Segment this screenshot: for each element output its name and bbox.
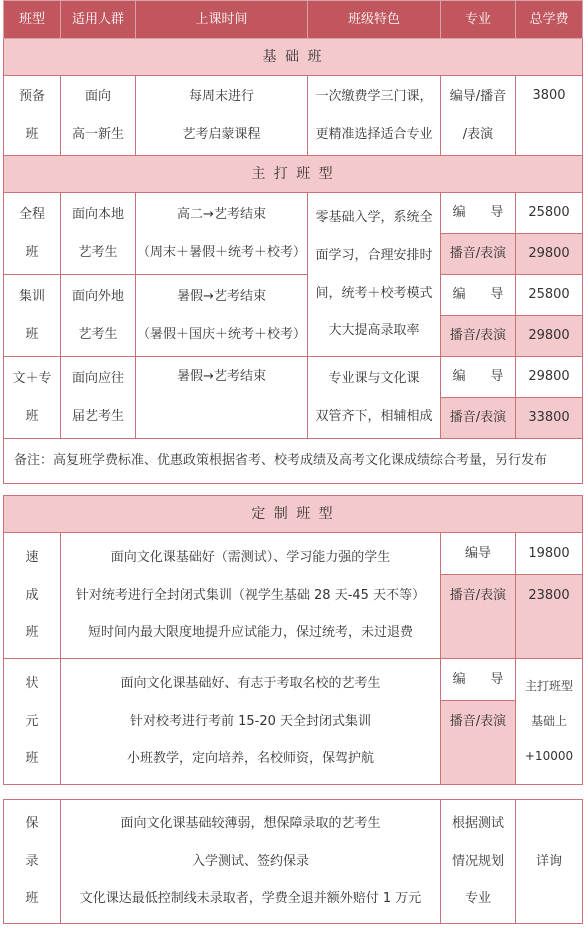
speed-major-1: 编导	[441, 533, 516, 575]
main-1-major-1: 编 导	[441, 275, 516, 316]
speed-class-c2: 成	[25, 587, 39, 603]
fee-table	[3, 0, 583, 924]
speed-class-c3: 班	[25, 625, 39, 641]
main-1-people	[61, 275, 136, 357]
basic-people	[61, 76, 136, 156]
main-2-class-l1: 文＋专	[12, 370, 52, 386]
main-2-fee-2: 33800	[516, 398, 583, 439]
section-basic-title: 基 础 班	[4, 39, 583, 76]
basic-fee: 3800	[516, 76, 583, 156]
header-fee: 总学费	[516, 1, 583, 39]
main-feature-a-l4: 大大提高录取率	[328, 323, 420, 339]
guarantee-class-c3: 班	[25, 891, 39, 907]
top-fee-l3: +10000	[524, 748, 574, 763]
main-1-people-l2: 艺考生	[78, 326, 118, 342]
header-time: 上课时间	[136, 1, 308, 39]
main-row-1-a	[4, 275, 583, 316]
main-1-class	[4, 275, 61, 357]
basic-major	[441, 76, 516, 156]
top-class-c3: 班	[25, 751, 39, 767]
guarantee-row	[4, 800, 583, 924]
main-2-people	[61, 357, 136, 439]
top-line-1: 面向文化课基础好、有志于考取名校的艺考生	[120, 675, 381, 691]
main-1-time-l2: （暑假＋国庆＋统考＋校考）	[136, 326, 306, 342]
main-0-class	[4, 193, 61, 275]
section-custom-row	[4, 496, 583, 533]
main-2-class-l2: 班	[25, 408, 39, 424]
section-main-title: 主 打 班 型	[4, 156, 583, 193]
top-fee-l2: 基础上	[530, 714, 567, 729]
main-0-fee-1: 25800	[516, 193, 583, 234]
top-major-2: 播音/表演	[441, 701, 516, 785]
speed-class-c1: 速	[25, 549, 39, 565]
section-custom-title: 定 制 班 型	[4, 496, 583, 533]
note-row	[4, 439, 583, 484]
main-2-people-l2: 届艺考生	[71, 408, 124, 424]
guarantee-class	[4, 800, 61, 924]
guarantee-major-l1: 根据测试	[451, 815, 504, 831]
main-feature-a-l3: 间，统考＋校考模式	[315, 285, 433, 301]
speed-line-1: 面向文化课基础好（需测试）、学习能力强的学生	[110, 549, 391, 565]
basic-people-l2: 高一新生	[71, 126, 124, 142]
main-feature-b-l2: 双管齐下，相辅相成	[315, 408, 433, 424]
header-people: 适用人群	[61, 1, 136, 39]
main-0-people	[61, 193, 136, 275]
gap-row-1	[4, 484, 583, 496]
basic-major-l2: /表演	[462, 126, 494, 142]
gap-row-2	[4, 785, 583, 800]
main-0-class-l1: 全程	[18, 206, 45, 222]
header-major: 专业	[441, 1, 516, 39]
main-0-fee-2: 29800	[516, 234, 583, 275]
speed-fee-1: 19800	[516, 533, 583, 575]
top-fee-l1: 主打班型	[524, 679, 573, 694]
basic-major-l1: 编导/播音	[449, 88, 507, 104]
top-major-1: 编 导	[441, 659, 516, 701]
speed-line-3: 短时间内最大限度地提升应试能力，保过统考，未过退费	[87, 625, 413, 641]
basic-row	[4, 76, 583, 156]
top-fee	[516, 659, 583, 785]
main-2-major-1: 编 导	[441, 357, 516, 398]
main-feature-a-l2: 面学习，合理安排时	[315, 247, 433, 263]
top-row-a	[4, 659, 583, 701]
header-feature: 班级特色	[308, 1, 441, 39]
speed-line-2: 针对统考进行全封闭式集训（视学生基础 28 天-45 天不等）	[75, 587, 426, 603]
main-1-class-l1: 集训	[18, 288, 45, 304]
main-0-major-2: 播音/表演	[441, 234, 516, 275]
speed-major-2: 播音/表演	[441, 575, 516, 659]
basic-class-l1: 预备	[18, 88, 45, 104]
gap-cell-1	[4, 484, 583, 496]
top-class-c2: 元	[25, 713, 39, 729]
guarantee-desc	[61, 800, 441, 924]
main-2-fee-1: 29800	[516, 357, 583, 398]
basic-class-l2: 班	[25, 126, 39, 142]
section-basic-row	[4, 39, 583, 76]
main-1-fee-2: 29800	[516, 316, 583, 357]
guarantee-major-l2: 情况规划	[451, 853, 504, 869]
main-0-time-l1: 高二→艺考结束	[177, 206, 266, 222]
main-0-major-1: 编 导	[441, 193, 516, 234]
top-line-3: 小班教学，定向培养，名校师资，保驾护航	[126, 751, 374, 767]
basic-feature-l1: 一次缴费学三门课，	[315, 88, 433, 104]
guarantee-major-l3: 专业	[464, 891, 491, 907]
main-row-2-a	[4, 357, 583, 398]
basic-time-l1: 每周末进行	[188, 88, 254, 104]
main-0-people-l1: 面向本地	[71, 206, 124, 222]
top-class	[4, 659, 61, 785]
basic-class	[4, 76, 61, 156]
main-1-class-l2: 班	[25, 326, 39, 342]
speed-row-a	[4, 533, 583, 575]
speed-class	[4, 533, 61, 659]
note-text: 备注：高复班学费标准、优惠政策根据省考、校考成绩及高考文化课成绩综合考量，另行发布	[4, 439, 583, 484]
basic-feature	[308, 76, 441, 156]
main-0-people-l2: 艺考生	[78, 244, 118, 260]
speed-fee-2: 23800	[516, 575, 583, 659]
top-line-2: 针对校考进行考前 15-20 天全封闭式集训	[129, 713, 372, 729]
basic-feature-l2: 更精准选择适合专业	[315, 126, 433, 142]
gap-cell-2	[4, 785, 583, 800]
main-2-people-l1: 面向应往	[71, 370, 124, 386]
guarantee-line-1: 面向文化课基础较薄弱，想保障录取的艺考生	[120, 815, 381, 831]
main-1-fee-1: 25800	[516, 275, 583, 316]
main-1-people-l1: 面向外地	[71, 288, 124, 304]
basic-time-l2: 艺考启蒙课程	[182, 126, 261, 142]
main-2-time: 暑假→艺考结束	[136, 357, 308, 439]
main-1-time-l1: 暑假→艺考结束	[177, 288, 266, 304]
section-main-row	[4, 156, 583, 193]
guarantee-class-c2: 录	[25, 853, 39, 869]
header-class: 班型	[4, 1, 61, 39]
main-feature-a-l1: 零基础入学，系统全	[315, 210, 433, 226]
speed-desc	[61, 533, 441, 659]
basic-time	[136, 76, 308, 156]
main-1-time	[136, 275, 308, 357]
main-feature-b-l1: 专业课与文化课	[328, 370, 420, 386]
guarantee-line-2: 入学测试、签约保录	[191, 853, 309, 869]
main-0-time-l2: （周末＋暑假＋统考＋校考）	[136, 244, 306, 260]
main-1-major-2: 播音/表演	[441, 316, 516, 357]
top-desc	[61, 659, 441, 785]
header-row	[4, 1, 583, 39]
guarantee-fee: 详询	[516, 800, 583, 924]
main-feature-a	[308, 193, 441, 357]
top-class-c1: 状	[25, 675, 39, 691]
guarantee-major	[441, 800, 516, 924]
main-feature-b	[308, 357, 441, 439]
guarantee-line-3: 文化课达最低控制线未录取者，学费全退并额外赔付 1 万元	[79, 891, 422, 907]
main-0-time	[136, 193, 308, 275]
guarantee-class-c1: 保	[25, 815, 39, 831]
main-row-0-a	[4, 193, 583, 234]
main-2-class	[4, 357, 61, 439]
main-2-major-2: 播音/表演	[441, 398, 516, 439]
basic-people-l1: 面向	[84, 88, 111, 104]
main-0-class-l2: 班	[25, 244, 39, 260]
